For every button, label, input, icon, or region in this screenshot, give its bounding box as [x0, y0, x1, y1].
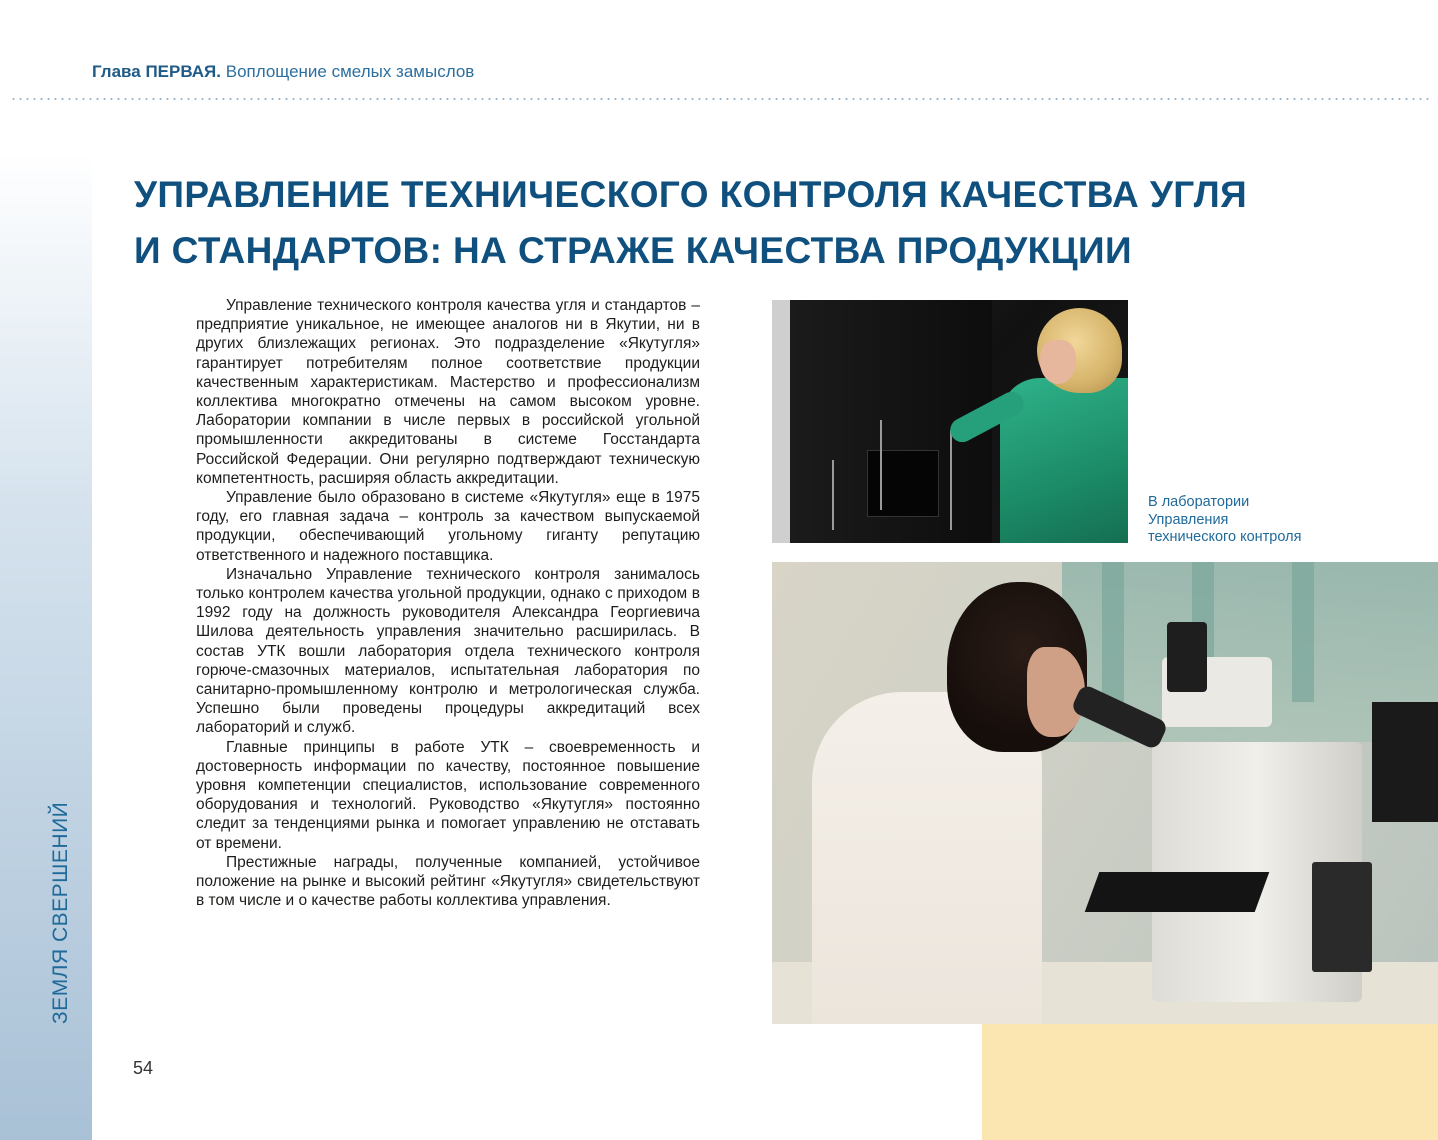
- lab-photo-fume-hood: [772, 300, 1128, 543]
- photo-caption: [1148, 494, 1348, 547]
- scientist-face: [1027, 647, 1085, 737]
- lab-apparatus-box: [867, 450, 939, 517]
- paragraph-5: Престижные награды, полученные компанией, устойчивое положение на рынке и высокий рейтинг «Якутугля» свидетельствуют в том числе и о качестве работы коллектива управления.: [196, 853, 700, 910]
- paragraph-2: Управление было образовано в системе «Якутугля» еще в 1975 году, его главная задача – контроль за качеством выпускаемой продукции, обеспечивающий угольному гиганту репутацию ответственного и надежного поставщика.: [196, 489, 700, 564]
- title-line-1: УПРАВЛЕНИЕ ТЕХНИЧЕСКОГО КОНТРОЛЯ КАЧЕСТВА УГЛЯ: [134, 174, 1248, 215]
- microscope-control-panel: [1312, 862, 1372, 972]
- article-body: [196, 296, 700, 911]
- chapter-number: Глава ПЕРВАЯ.: [92, 62, 221, 81]
- dotted-divider: [10, 98, 1430, 100]
- page-title: [134, 167, 1334, 279]
- equipment-unit: [1372, 702, 1438, 822]
- lab-rod: [880, 420, 882, 510]
- paragraph-1: Управление технического контроля качества угля и стандартов – предприятие уникальное, не имеющее аналогов ни в Якутии, ни в других близлежащих регионах. Это подразделение «Якутугля» гарантирует потребителям полное соответствие продукции качественным характеристикам. Мастерство и профессионализм коллектива многократно отмечены на самом высоком уровне. Лаборатории компании в числе первых в российской угольной промышленности аккредитованы в системе Госстандарта Российской Федерации. Они регулярно подтверждают техническую компетентность, расширяя область аккредитации.: [196, 297, 700, 487]
- caption-line-2: Управления: [1148, 511, 1229, 528]
- title-line-2: И СТАНДАРТОВ: НА СТРАЖЕ КАЧЕСТВА ПРОДУКЦИИ: [134, 230, 1133, 271]
- lab-rod: [950, 430, 952, 530]
- page-number: 54: [133, 1058, 154, 1078]
- microscope-stage: [1085, 872, 1270, 912]
- lab-photo-microscope: [772, 562, 1438, 1024]
- spine-label: ЗЕМЛЯ СВЕРШЕНИЙ: [49, 801, 72, 1024]
- caption-line-1: В лаборатории: [1148, 494, 1250, 510]
- technician-face: [1040, 340, 1076, 384]
- curtain: [1292, 562, 1314, 702]
- caption-line-3: технического контроля: [1148, 529, 1302, 545]
- curtain: [1102, 562, 1124, 702]
- accent-block: [982, 1024, 1438, 1140]
- chapter-header: [92, 62, 474, 82]
- paragraph-3: Изначально Управление технического контроля занималось только контролем качества угольной продукции, однако с приходом в 1992 году на должность руководителя Александра Георгиевича Шилова деятельность управления значительно расширилась. В состав УТК вошли лаборатория отдела технического контроля горюче-смазочных материалов, испытательная лаборатория по санитарно-промышленному контролю и метрологическая служба. Успешно были проведены процедуры аккредитаций всех лабораторий и служб.: [196, 565, 700, 737]
- microscope-camera: [1167, 622, 1207, 692]
- paragraph-4: Главные принципы в работе УТК – своевременность и достоверность информации по качеству, постоянное повышение уровня компетенции специалистов, использование современного оборудования и технологий. Руководство «Якутугля» постоянно следит за тенденциями рынка и помогает управлению не отставать от времени.: [196, 738, 700, 852]
- spine-band: [0, 152, 92, 1140]
- lab-rod: [832, 460, 834, 530]
- chapter-title: Воплощение смелых замыслов: [225, 62, 475, 81]
